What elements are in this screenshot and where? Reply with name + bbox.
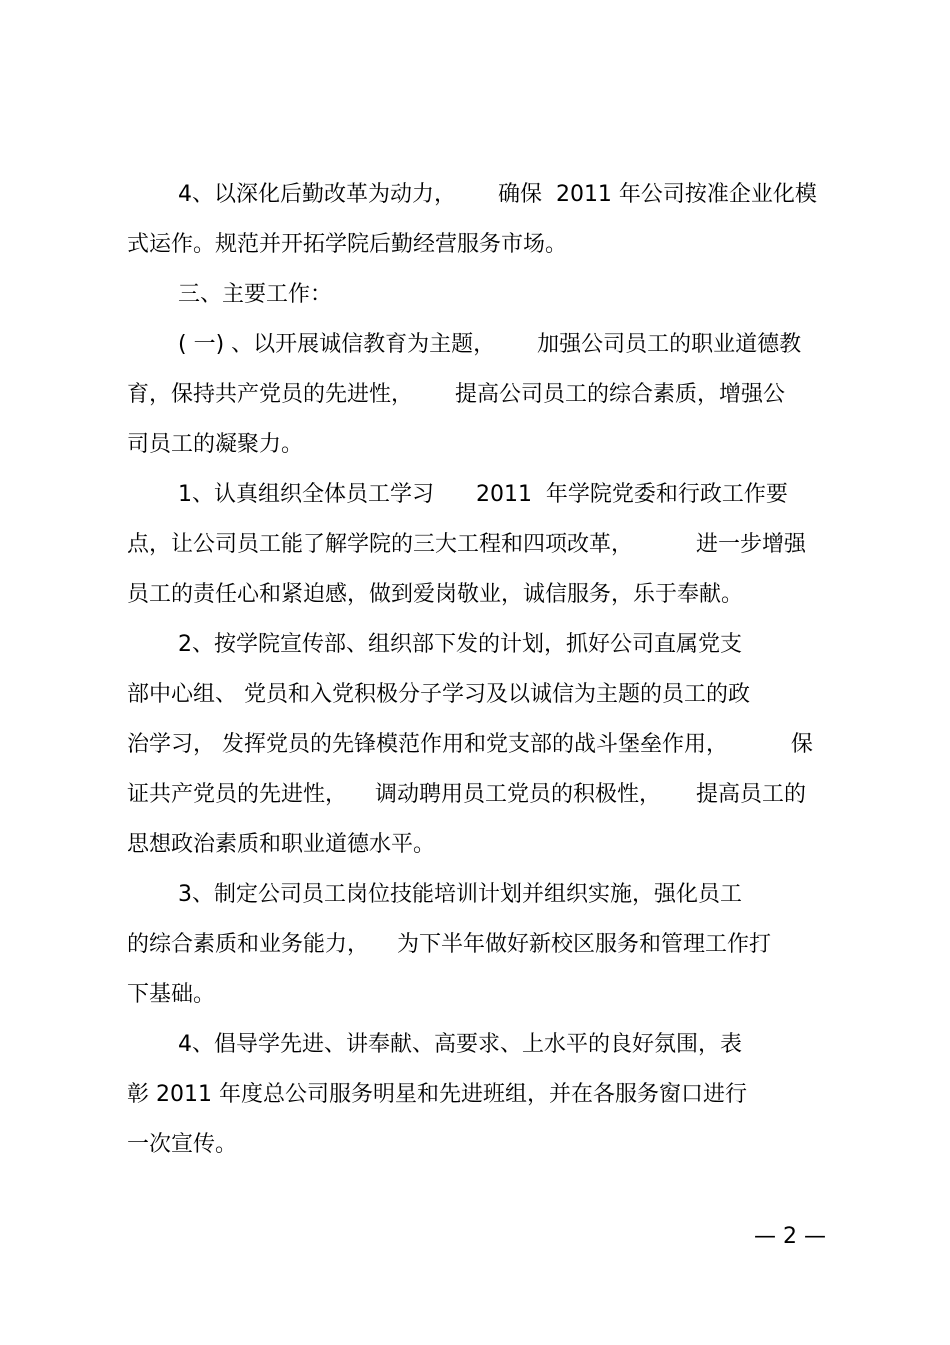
body-line: 证共产党员的先进性， 调动聘用员工党员的积极性， 提高员工的 [127, 782, 806, 807]
section-heading: 三、主要工作： [178, 282, 333, 307]
body-line: 部中心组、 党员和入党积极分子学习及以诚信为主题的员工的政 [127, 682, 750, 707]
body-line: 司员工的凝聚力。 [127, 432, 304, 457]
body-line: 下基础。 [127, 982, 216, 1007]
body-line: 的综合素质和业务能力， 为下半年做好新校区服务和管理工作打 [127, 932, 771, 957]
body-line: 式运作。规范并开拓学院后勤经营服务市场。 [127, 232, 568, 257]
body-line: 1、认真组织全体员工学习 2011 年学院党委和行政工作要 [178, 482, 788, 507]
body-line: 2、按学院宣传部、组织部下发的计划，抓好公司直属党支 [178, 632, 742, 657]
body-line: 治学习， 发挥党员的先锋模范作用和党支部的战斗堡垒作用， 保 [127, 732, 813, 757]
body-line: 育，保持共产党员的先进性， 提高公司员工的综合素质，增强公 [127, 382, 785, 407]
body-line: 员工的责任心和紧迫感，做到爱岗敬业，诚信服务，乐于奉献。 [127, 582, 744, 607]
subsection-heading: ( 一) 、以开展诚信教育为主题， 加强公司员工的职业道德教 [178, 332, 802, 357]
page-number: — 2 — [754, 1224, 826, 1249]
body-line: 彰 2011 年度总公司服务明星和先进班组，并在各服务窗口进行 [127, 1082, 747, 1107]
body-line: 点，让公司员工能了解学院的三大工程和四项改革， 进一步增强 [127, 532, 806, 557]
body-line: 一次宣传。 [127, 1132, 238, 1157]
body-line: 4、以深化后勤改革为动力， 确保 2011 年公司按准企业化模 [178, 182, 817, 207]
body-line: 4、倡导学先进、讲奉献、高要求、上水平的良好氛围，表 [178, 1032, 742, 1057]
body-line: 思想政治素质和职业道德水平。 [127, 832, 436, 857]
body-line: 3、制定公司员工岗位技能培训计划并组织实施，强化员工 [178, 882, 742, 907]
